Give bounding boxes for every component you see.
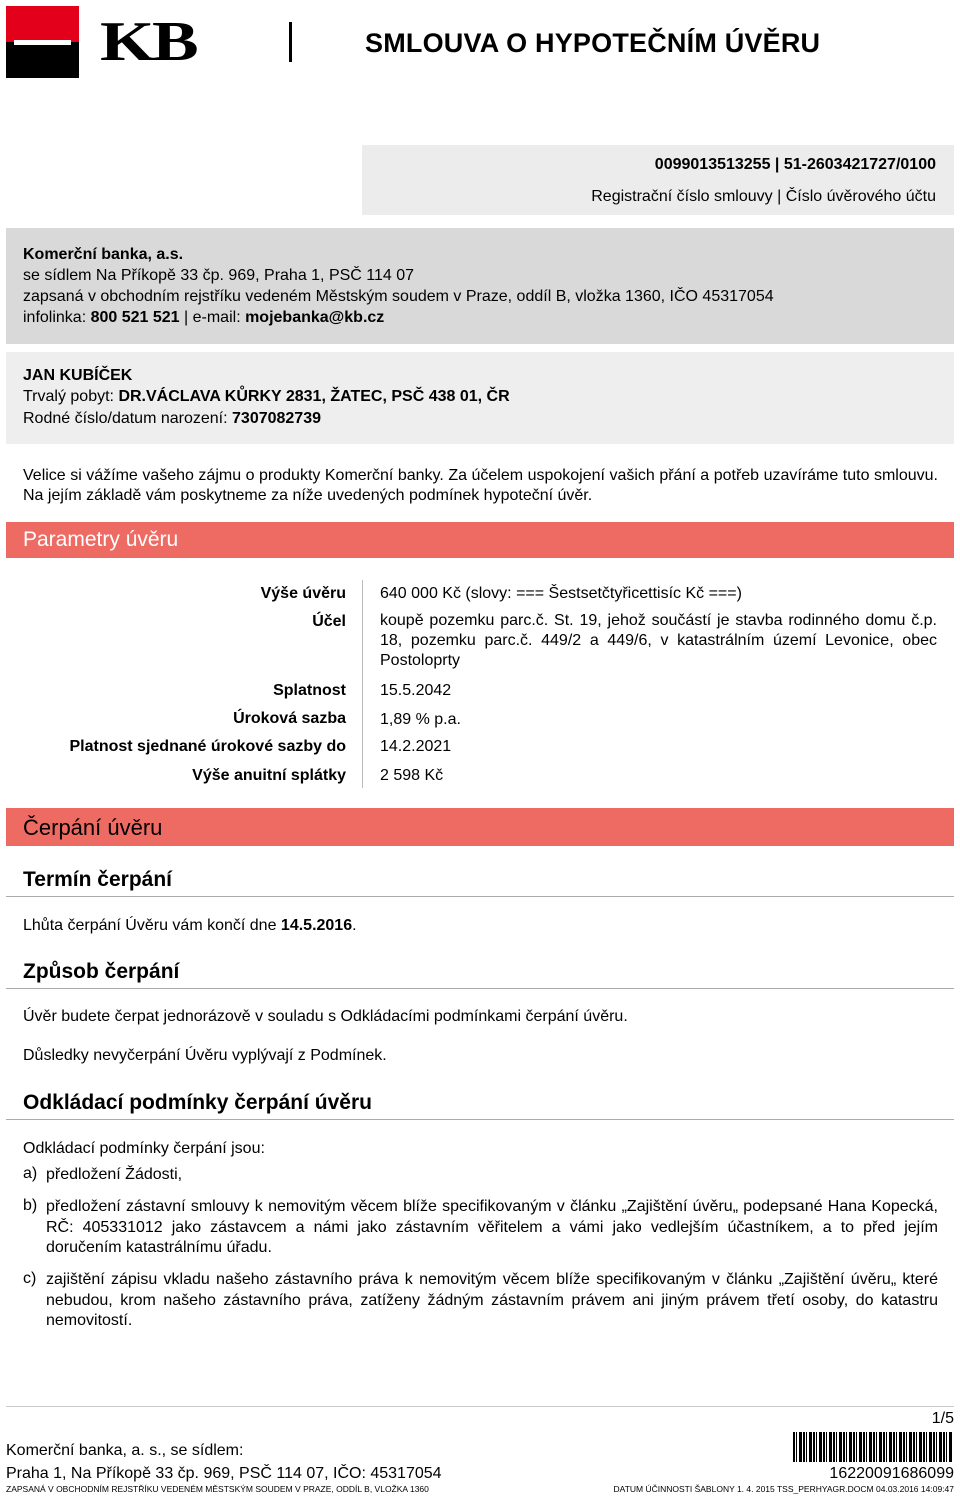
subsection-method: [6, 956, 954, 989]
barcode-number: 16220091686099: [829, 1465, 954, 1482]
residence-label: Trvalý pobyt:: [23, 388, 119, 405]
client-name: JAN KUBÍČEK: [23, 367, 133, 384]
term-suffix: .: [352, 917, 357, 934]
footer-line: [6, 1406, 954, 1407]
method-title: Způsob čerpání: [23, 960, 180, 983]
installment-label: Výše anuitní splátky: [192, 767, 346, 784]
maturity-label: Splatnost: [273, 682, 346, 699]
condition-b-letter: b): [23, 1197, 38, 1214]
purpose-label: Účel: [312, 613, 346, 630]
method-text-2: Důsledky nevyčerpání Úvěru vyplývají z Podmínek.: [23, 1047, 387, 1064]
condition-c-text: zajištění zápisu vkladu našeho zástavního práva k nemovitým věcem blíže specifikovaným v článku „Zajištění úvěru„ které nebudou, krom našeho zástavního práva, zatíženy žádným zástavním právem ani jiným právem třetí osoby, do katastru nemovitostí.: [46, 1271, 938, 1329]
footer-template-info: DATUM ÚČINNOSTI ŠABLONY 1. 4. 2015 TSS_PERHYAGR.DOCM 04.03.2016 14:09:47: [613, 1484, 954, 1494]
subsection-conditions: [6, 1087, 954, 1120]
term-title: Termín čerpání: [23, 868, 172, 891]
bank-phone: 800 521 521: [90, 309, 180, 326]
rate-label: Úroková sazba: [233, 710, 346, 727]
registration-labels: Registrační číslo smlouvy | Číslo úvěrového účtu: [591, 188, 936, 205]
client-birth: [23, 410, 321, 428]
bank-contact: [23, 309, 384, 327]
section-parameters-title: Parametry úvěru: [23, 528, 179, 551]
amount-value: 640 000 Kč (slovy: === Šestsetčtyřicettisíc Kč ===): [380, 585, 742, 602]
residence-value: DR.VÁCLAVA KŮRKY 2831, ŽATEC, PSČ 438 01, ČR: [118, 388, 510, 405]
subsection-term: [6, 866, 954, 897]
logo-red-bar: [6, 6, 79, 42]
amount-label: Výše úvěru: [260, 585, 346, 602]
rate-valid-label: Platnost sjednané úrokové sazby do: [69, 738, 346, 755]
bank-name: Komerční banka, a.s.: [23, 246, 184, 263]
kb-logo-mark: [6, 6, 79, 78]
client-info-box: [6, 352, 954, 444]
intro-text: Velice si vážíme vašeho zájmu o produkty Komerční banky. Za účelem uspokojení vašich přání a potřeb uzavíráme tuto smlouvu. Na jejím základě vám poskytneme za níže uvedených podmínek hypoteční úvěr.: [23, 467, 938, 504]
condition-b-text: předložení zástavní smlouvy k nemovitým věcem blíže specifikovaným v článku „Zajištění úvěru„ podepsané Hana Kopecká, RČ: 405331012 jako zástavcem a námi jako zástavním věřitelem a vámi jako vedlejším účastníkem, a to před jejím doručením katastrálnímu úřadu.: [46, 1198, 938, 1256]
birth-label: Rodné číslo/datum narození:: [23, 410, 233, 427]
footer-bank-line-1: Komerční banka, a. s., se sídlem:: [6, 1442, 244, 1459]
condition-a-text: předložení Žádosti,: [46, 1166, 183, 1183]
bank-email: mojebanka@kb.cz: [245, 309, 385, 326]
rate-value: 1,89 % p.a.: [380, 711, 461, 728]
contact-prefix: infolinka:: [23, 309, 91, 326]
kb-logo-text: KB: [100, 11, 197, 73]
barcode-icon: [793, 1432, 953, 1462]
condition-c-letter: c): [23, 1270, 37, 1287]
page-number: 1/5: [931, 1410, 954, 1427]
purpose-value: koupě pozemku parc.č. St. 19, jehož součástí je stavba rodinného domu č.p. 18, pozemku parc.č. 449/2 a 449/6, v katastrálním území Levonice, obec Postoloprty: [380, 612, 937, 669]
registration-box: [362, 145, 954, 215]
bank-info-box: [6, 228, 954, 344]
term-date: 14.5.2016: [280, 917, 353, 934]
header-divider: [289, 22, 292, 62]
footer-bank-line-2: Praha 1, Na Příkopě 33 čp. 969, PSČ 114 07, IČO: 45317054: [6, 1465, 442, 1482]
section-drawing: [6, 808, 954, 846]
method-text-1: Úvěr budete čerpat jednorázově v souladu s Odkládacími podmínkami čerpání úvěru.: [23, 1008, 628, 1025]
rate-valid-value: 14.2.2021: [380, 738, 452, 755]
registration-numbers: 0099013513255 | 51-2603421727/0100: [654, 156, 936, 173]
term-prefix: Lhůta čerpání Úvěru vám končí dne: [23, 917, 281, 934]
conditions-title: Odkládací podmínky čerpání úvěru: [23, 1091, 372, 1114]
section-drawing-title: Čerpání úvěru: [23, 815, 163, 840]
installment-value: 2 598 Kč: [380, 767, 444, 784]
logo-white-stripe: [14, 40, 71, 45]
client-residence: [23, 388, 510, 406]
footer-registry: ZAPSANÁ V OBCHODNÍM REJSTŘÍKU VEDENÉM MĚSTSKÝM SOUDEM V PRAZE, ODDÍL B, VLOŽKA 1360: [6, 1484, 429, 1494]
contact-mid: | e-mail:: [179, 309, 246, 326]
section-parameters: [6, 522, 954, 558]
maturity-value: 15.5.2042: [380, 682, 452, 699]
bank-seat: se sídlem Na Příkopě 33 čp. 969, Praha 1, PSČ 114 07: [23, 267, 415, 284]
conditions-intro: Odkládací podmínky čerpání jsou:: [23, 1140, 265, 1157]
term-text: [23, 917, 357, 935]
condition-a-letter: a): [23, 1165, 38, 1182]
birth-value: 7307082739: [232, 410, 321, 427]
params-divider: [362, 580, 363, 788]
document-title: SMLOUVA O HYPOTEČNÍM ÚVĚRU: [365, 28, 821, 58]
bank-registry: zapsaná v obchodním rejstříku vedeném Městským soudem v Praze, oddíl B, vložka 1360, IČO 45317054: [23, 288, 774, 305]
